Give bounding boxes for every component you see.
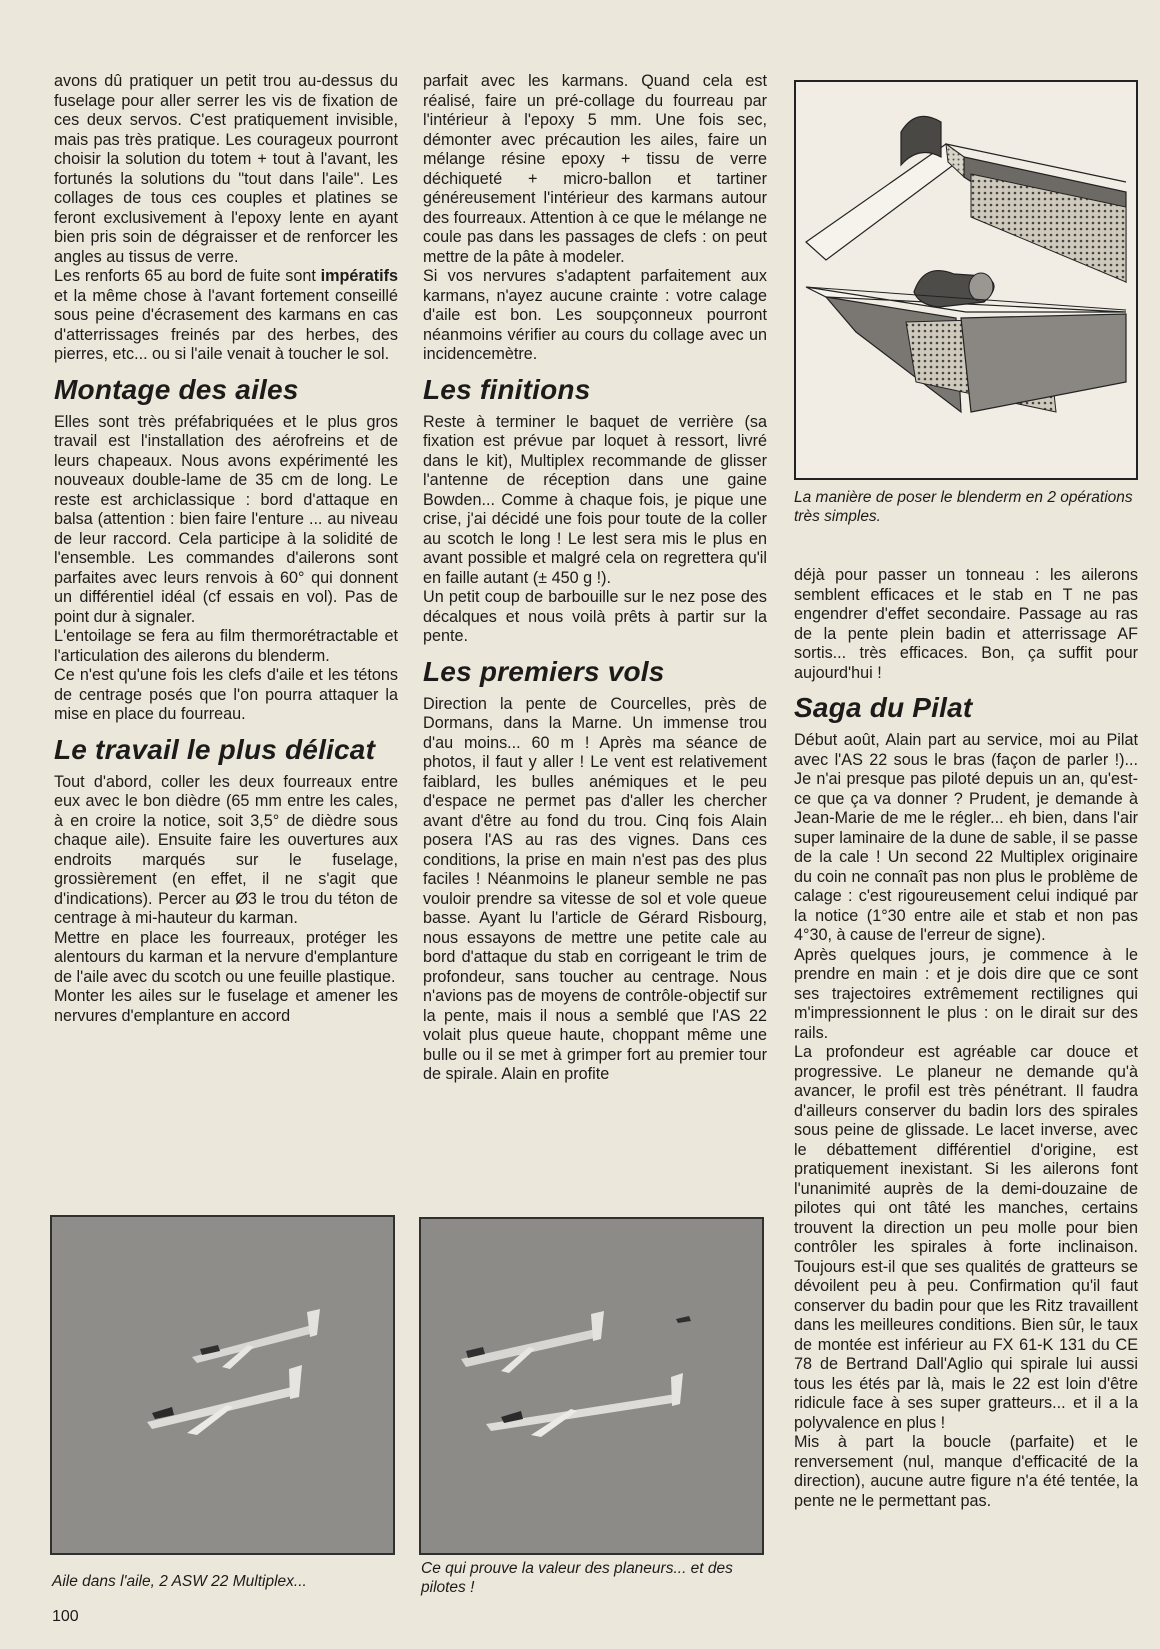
paragraph: avons dû pratiquer un petit trou au-dessus du fuselage pour aller serrer les vis de fixation de ces deux servos. C'est pratiquement invisible, mais pas très pratique. Les courageux pourront choisir la solution du totem + tout à l'avant, les fortunés la solutions du "tout dans l'aile". Les collages de tous ces couples et platines se feront exclusivement à l'epoxy lente en ayant bien pris soin de dégraisser et de renforcer les angles au tissus de verre. (54, 72, 398, 266)
paragraph: Un petit coup de barbouille sur le nez pose des décalques et nous voilà prêts à partir sur la pente. (423, 588, 767, 645)
text-run: Les renforts 65 au bord de fuite sont (54, 267, 316, 285)
paragraph: Début août, Alain part au service, moi au Pilat avec l'AS 22 sous le bras (façon de parler !)... Je n'ai presque pas piloté depuis un an, qu'est-ce que ça va donner ? Prudent, je demande à Jean-Marie de me le régler... eh bien, dans l'air super laminaire de la dune de sable, il se passe de la cale ! Un second 22 Multiplex originaire du coin ne connaît pas non plus le problème de calage : c'est rigoureusement celui indiqué par la notice (1°30 entre aile et stab et non pas 4°30, à cause de l'erreur de signe). (794, 731, 1138, 944)
paragraph: Mis à part la boucle (parfaite) et le renversement (nul, manque d'efficacité de la direction), aucune autre figure n'a été tentée, la pente ne le permettant pas. (794, 1433, 1138, 1510)
paragraph (54, 267, 398, 365)
paragraph: L'entoilage se fera au film thermorétractable et l'articulation des ailerons du blenderm. (54, 627, 398, 665)
section-heading: Les finitions (423, 373, 591, 405)
wing-diagram (796, 82, 1135, 477)
column-1 (54, 72, 398, 1026)
section-heading: Saga du Pilat (794, 692, 973, 723)
paragraph: Après quelques jours, je commence à le prendre en main : et je dois dire que ce sont ses trajectoires extrêmement rectilignes qui m'impressionnent le plus : on le dirait sur des rails. (794, 945, 1138, 1042)
paragraph: Elles sont très préfabriquées et le plus gros travail est l'installation des aérofreins et de leurs chapeaux. Nous avons expérimenté les nouveaux double-lame de 35 cm de long. Le reste est archiclassique : bord d'attaque en balsa (attention : bien faire l'enture ... au niveau de leur raccord. Cela participe à la solidité de l'ensemble. Les commandes d'ailerons sont parfaites avec leurs renvois à 60° qui donnent un différentiel idéal (cf essais en vol). Pas de point dur à signaler. (54, 412, 398, 626)
paragraph: Ce n'est qu'une fois les clefs d'aile et les tétons de centrage posés que l'on pourra attaquer la mise en place du fourreau. (54, 666, 398, 723)
column-2 (423, 72, 767, 1085)
paragraph: La profondeur est agréable car douce et progressive. Le planeur ne demande qu'à avancer, le profil est très pénétrant. Il faudra d'ailleurs conserver du badin lors des spirales sous peine de glissade. Le lacet inverse, avec le débattement différentiel d'origine, est pratiquement inexistant. Si les ailerons font l'unanimité auprès de la demi-douzaine de pilotes qui ont tâté les manches, certains trouvent la direction un peu molle pour bien contrôler les spirales à forte inclinaison. Toujours est-il que ses qualités de gratteurs se dévoilent peu à peu. Confirmation qu'il faut conserver du badin pour que les Ritz travaillent dans les meilleures conditions. Bien sûr, le taux de montée est inférieur au FX 61-K 131 du CE 78 de Bertrand Dall'Aglio qui spirale lui aussi tous les étés par là, mais le 22 est loin d'être ridicule face à ses super gratteurs... et il a la polyvalence en plus ! (794, 1043, 1138, 1432)
paragraph: Tout d'abord, coller les deux fourreaux entre eux avec le bon dièdre (65 mm entre les cales, à en croire la notice, soit 3,5° de dièdre sous chaque aile). Ensuite faire les ouvertures aux endroits marqués sur le fuselage, grossièrement (en effet, il ne s'agit que d'indications). Percer au Ø3 le trou du téton de centrage à mi-hauteur du karman. (54, 772, 398, 927)
page-number: 100 (52, 1608, 79, 1625)
figure-caption: La manière de poser le blenderm en 2 opérations très simples. (794, 489, 1133, 525)
blenderm-illustration (794, 80, 1138, 480)
paragraph: Reste à terminer le baquet de verrière (sa fixation est prévue par loquet à ressort, livré dans le kit), Multiplex recommande de glisser l'antenne de réception dans une gaine Bowden... Comme à chaque fois, je pique une crise, j'ai décidé une fois pour toute de la coller au scotch le long ! Le lest sera mis le plus en avant possible et malgré cela on regrettera qu'il en faille autant (± 450 g !). (423, 412, 767, 587)
photo-caption: Ce qui prouve la valeur des planeurs... et des pilotes ! (421, 1560, 733, 1596)
section-heading: Les premiers vols (423, 655, 665, 687)
photo-caption: Aile dans l'aile, 2 ASW 22 Multiplex... (52, 1573, 307, 1590)
paragraph: parfait avec les karmans. Quand cela est réalisé, faire un pré-collage du fourreau par l'intérieur à l'epoxy 5 mm. Une fois sec, démonter avec précaution les ailes, faire un mélange résine epoxy + tissu de verre déchiqueté + micro-ballon et tartiner généreusement l'intérieur des karmans autour des fourreaux. Attention à ce que le mélange ne coule pas dans les passages de clefs : on peut mettre de la pâte à modeler. (423, 72, 767, 266)
column-3 (794, 566, 1138, 1511)
paragraph: Mettre en place les fourreaux, protéger les alentours du karman et la nervure d'emplanture de l'aile avec du scotch ou une feuille plastique. (54, 928, 398, 986)
paragraph: déjà pour passer un tonneau : les ailerons semblent efficaces et le stab en T ne pas engendrer d'effet secondaire. Passage au ras de la pente plein badin et atterrissage AF sortis... très efficaces. Bon, ça suffit pour aujourd'hui ! (794, 566, 1138, 682)
glider-photo-1 (50, 1215, 395, 1555)
glider-photo-2 (419, 1217, 764, 1555)
paragraph: Direction la pente de Courcelles, près de Dormans, dans la Marne. Un immense trou d'au moins... 60 m ! Après ma séance de photos, il faut y aller ! Le vent est relativement faiblard, les bulles anémiques et le peu d'espace ne permet pas d'aller les chercher avant d'être au fond du trou. Cinq fois Alain posera l'AS au ras des vignes. Dans ces conditions, la prise en main n'est pas des plus faciles ! Néanmoins le planeur semble ne pas vouloir prendre sa vitesse de sol et vole queue basse. Ayant lu l'article de Gérard Risbourg, nous essayons de mettre une petite cale au bord d'attaque du stab en corrigeant le trim de profondeur, sans toucher au centrage. Nous n'avions pas de moyens de contrôle-objectif sur la pente, mais il nous a semblé que l'AS 22 volait plus queue haute, choppant même une bulle ou il se met à grimper fort au premier tour de spirale. Alain en profite (423, 694, 767, 1083)
section-heading: Montage des ailes (54, 373, 299, 405)
two-gliders-image (421, 1219, 762, 1553)
section-heading: Le travail le plus délicat (54, 733, 376, 765)
text-run: et la même chose à l'avant fortement conseillé sous peine d'écrasement des karmans en cas d'atterrissages freinés par des herbes, des pierres, etc... ou si l'aile venait à toucher le sol. (54, 286, 398, 363)
two-gliders-image (52, 1217, 393, 1553)
paragraph: Monter les ailes sur le fuselage et amener les nervures d'emplanture en accord (54, 987, 398, 1025)
emphasis-text: impératifs (320, 267, 398, 285)
paragraph: Si vos nervures s'adaptent parfaitement aux karmans, n'ayez aucune crainte : votre calage d'aile est bon. Les soupçonneux pourront néanmoins vérifier au cours du collage avec un incidencemètre. (423, 267, 767, 363)
